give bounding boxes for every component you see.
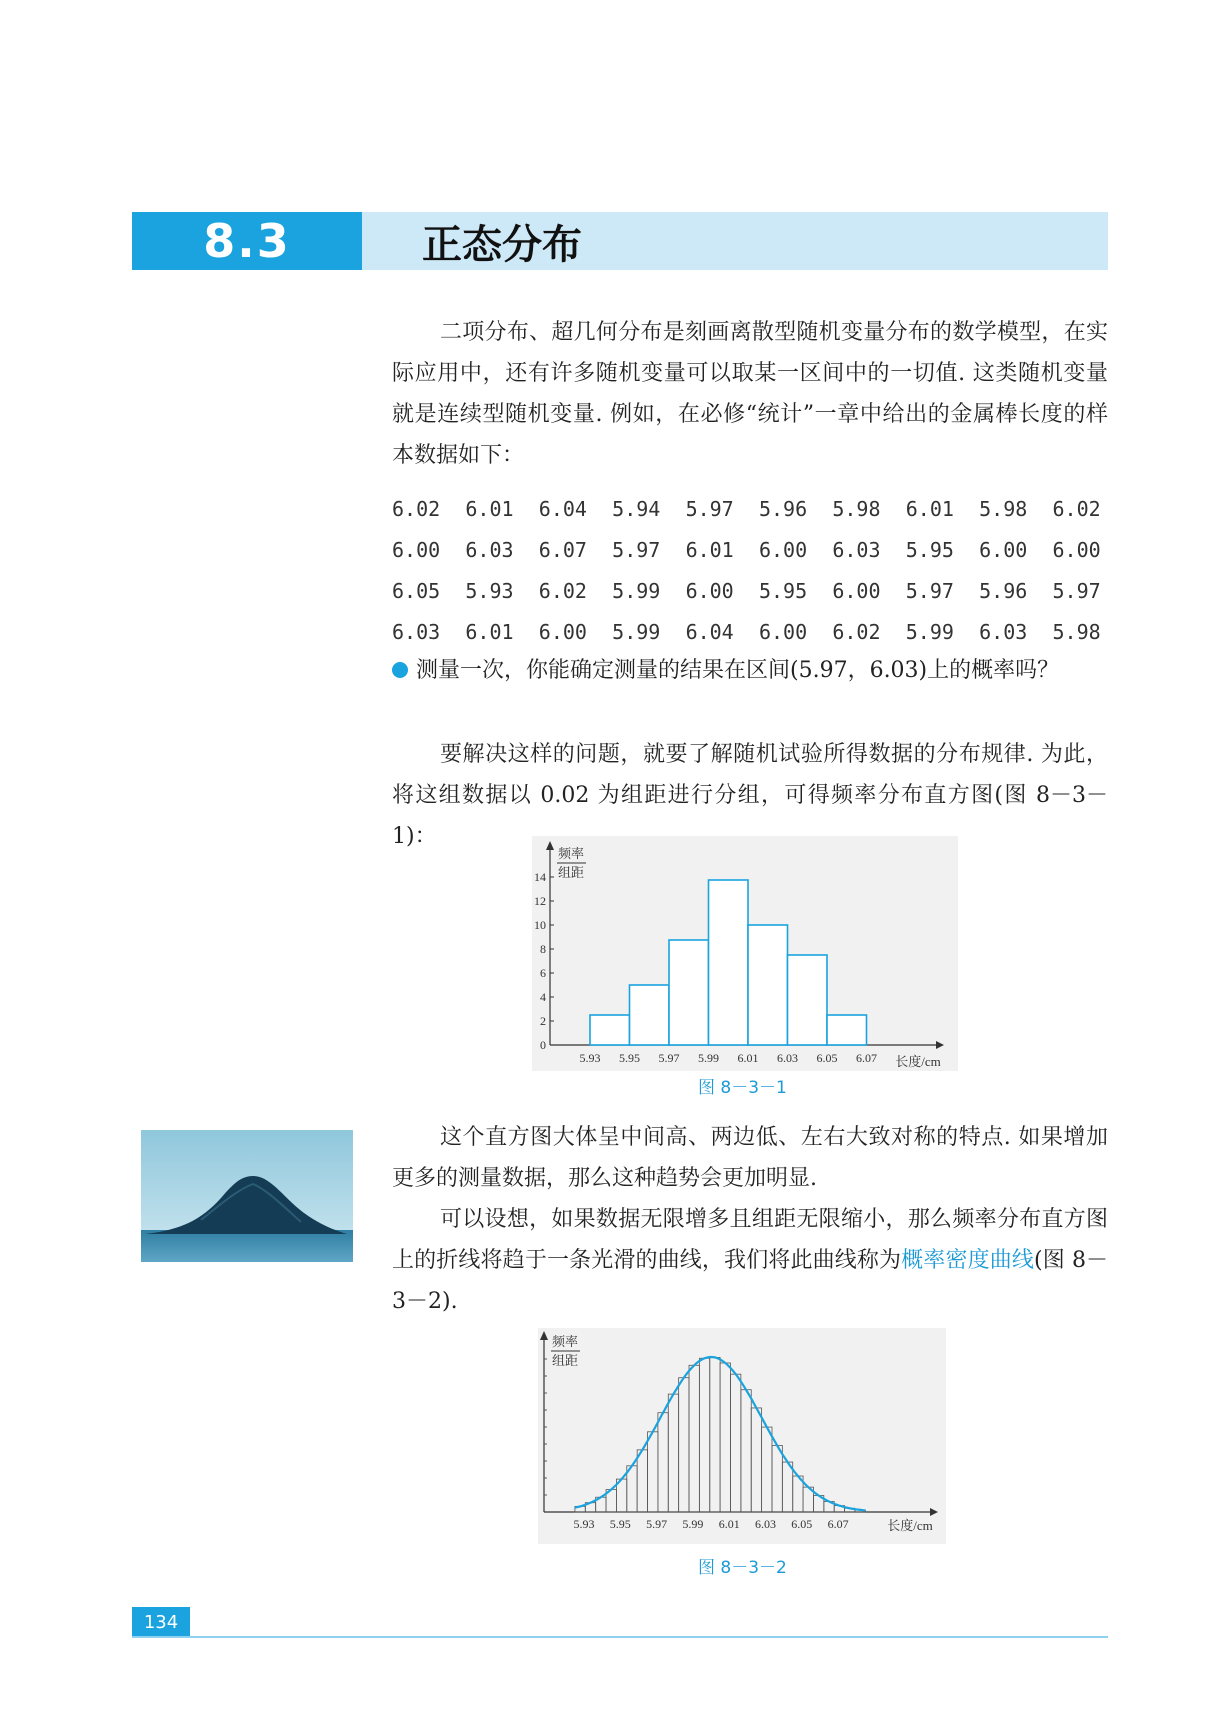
x-tick-label: 5.97 — [658, 1051, 680, 1065]
density-curve-term: 概率密度曲线 — [901, 1248, 1034, 1273]
x-tick-label: 6.05 — [791, 1517, 813, 1531]
sample-row — [392, 488, 1126, 529]
question-paragraph — [392, 650, 1108, 691]
histogram-bar — [709, 880, 749, 1045]
sample-value: 5.95 — [758, 578, 808, 603]
histogram-bar — [827, 1015, 867, 1045]
y-tick-label: 2 — [540, 1014, 546, 1028]
x-tick-label: 6.07 — [827, 1517, 849, 1531]
x-tick-label: 6.03 — [777, 1051, 798, 1065]
x-tick-label: 5.99 — [682, 1517, 704, 1531]
sample-row — [392, 529, 1126, 570]
sample-value: 6.07 — [538, 537, 587, 562]
sample-value: 6.03 — [465, 537, 514, 562]
grouping-paragraph: 要解决这样的问题，就要了解随机试验所得数据的分布规律. 为此，将这组数据以 0.02 为组距进行分组，可得频率分布直方图(图 8－3－1)： — [392, 742, 1108, 849]
sample-value: 6.02 — [832, 619, 881, 644]
sample-value: 6.05 — [392, 578, 441, 603]
sample-value: 6.00 — [758, 537, 808, 562]
sample-value: 6.00 — [979, 537, 1028, 562]
y-tick-label: 12 — [534, 894, 546, 908]
x-tick-label: 6.03 — [755, 1517, 776, 1531]
y-label-bottom: 组距 — [558, 865, 585, 880]
section-title: 正态分布 — [362, 212, 1108, 270]
sample-value: 6.02 — [1052, 496, 1101, 521]
section-number: 8.3 — [132, 212, 362, 270]
sample-value: 5.93 — [465, 578, 514, 603]
sample-value: 6.00 — [832, 578, 881, 603]
x-tick-label: 5.95 — [619, 1051, 640, 1065]
sample-value: 6.01 — [905, 496, 954, 521]
sample-value: 6.02 — [392, 496, 441, 521]
sample-value: 6.03 — [392, 619, 441, 644]
sample-value: 6.04 — [538, 496, 587, 521]
sample-value: 6.03 — [979, 619, 1028, 644]
density-text: 可以设想，如果数据无限增多且组距无限缩小，那么频率分布直方图上的折线将趋于一条光滑的曲线，我们将此曲线称为 — [392, 1207, 1108, 1273]
sample-value: 5.98 — [979, 496, 1028, 521]
question-text: 测量一次，你能确定测量的结果在区间(5.97，6.03)上的概率吗？ — [416, 658, 1060, 683]
y-tick-label: 10 — [534, 918, 546, 932]
density-paragraph — [392, 1199, 1108, 1322]
sample-value: 6.00 — [538, 619, 587, 644]
sample-value: 6.01 — [685, 537, 734, 562]
x-tick-label: 5.99 — [698, 1051, 719, 1065]
sample-value: 6.00 — [685, 578, 734, 603]
sample-row — [392, 570, 1126, 611]
sample-value: 6.02 — [538, 578, 587, 603]
figure-2-caption: 图 8－3－2 — [698, 1558, 787, 1578]
figure-ref: (图 8－3－2). — [392, 1248, 1108, 1314]
sample-value: 5.97 — [905, 578, 954, 603]
x-tick-label: 6.07 — [856, 1051, 877, 1065]
x-tick-label: 6.01 — [737, 1051, 759, 1065]
sample-value: 5.96 — [979, 578, 1028, 603]
sample-value: 5.94 — [612, 496, 661, 521]
sample-value: 6.04 — [685, 619, 734, 644]
sample-value: 5.97 — [685, 496, 734, 521]
histogram-bar — [748, 925, 788, 1045]
island-photo — [141, 1130, 353, 1262]
y-tick-label: 0 — [540, 1038, 546, 1052]
density-curve-figure — [538, 1328, 946, 1544]
histogram-bar — [630, 985, 670, 1045]
x-tick-label: 6.01 — [718, 1517, 740, 1531]
sample-value: 5.97 — [612, 537, 661, 562]
figure-1-caption: 图 8－3－1 — [698, 1078, 787, 1098]
sample-value: 5.98 — [832, 496, 881, 521]
histogram-bar — [590, 1015, 630, 1045]
intro-paragraph: 二项分布、超几何分布是刻画离散型随机变量分布的数学模型，在实际应用中，还有许多随机变量可以取某一区间中的一切值. 这类随机变量就是连续型随机变量. 例如，在必修“统计”一章中给出的金属棒长度的样本数据如下： — [392, 320, 1108, 468]
sample-value: 5.99 — [612, 578, 661, 603]
sample-value: 5.99 — [612, 619, 661, 644]
x-axis-label: 长度/cm — [895, 1054, 941, 1069]
sample-value: 6.00 — [758, 619, 808, 644]
y-tick-label: 14 — [534, 870, 546, 884]
histogram-bar — [669, 940, 709, 1045]
x-tick-label: 5.93 — [573, 1517, 595, 1531]
y-tick-label: 4 — [540, 990, 546, 1004]
histogram-figure — [532, 836, 958, 1071]
y-label-top: 频率 — [558, 846, 585, 861]
x-tick-label: 6.05 — [816, 1051, 838, 1065]
sample-value: 6.01 — [465, 496, 514, 521]
trend-paragraph: 这个直方图大体呈中间高、两边低、左右大致对称的特点. 如果增加更多的测量数据，那么这种趋势会更加明显. — [392, 1125, 1108, 1191]
bullet-dot-icon — [392, 662, 408, 678]
sample-value: 5.96 — [758, 496, 808, 521]
sample-value: 6.03 — [832, 537, 881, 562]
x-tick-label: 5.97 — [646, 1517, 668, 1531]
sample-value: 5.97 — [1052, 578, 1101, 603]
sample-value: 6.00 — [1052, 537, 1101, 562]
histogram-bar — [788, 955, 828, 1045]
y-tick-label: 6 — [540, 966, 546, 980]
x-tick-label: 5.93 — [579, 1051, 601, 1065]
page-number: 134 — [132, 1607, 190, 1637]
x-axis-label: 长度/cm — [887, 1518, 933, 1533]
y-tick-label: 8 — [540, 942, 546, 956]
footer-rule — [132, 1636, 1108, 1638]
sample-value: 5.99 — [905, 619, 954, 644]
sample-data-table — [392, 488, 1126, 652]
sample-value: 6.00 — [392, 537, 441, 562]
y-label-top: 频率 — [552, 1334, 579, 1349]
x-tick-label: 5.95 — [609, 1517, 631, 1531]
sample-row — [392, 611, 1126, 652]
sample-value: 5.95 — [905, 537, 954, 562]
y-label-bottom: 组距 — [552, 1353, 579, 1368]
sample-value: 5.98 — [1052, 619, 1101, 644]
sample-value: 6.01 — [465, 619, 514, 644]
